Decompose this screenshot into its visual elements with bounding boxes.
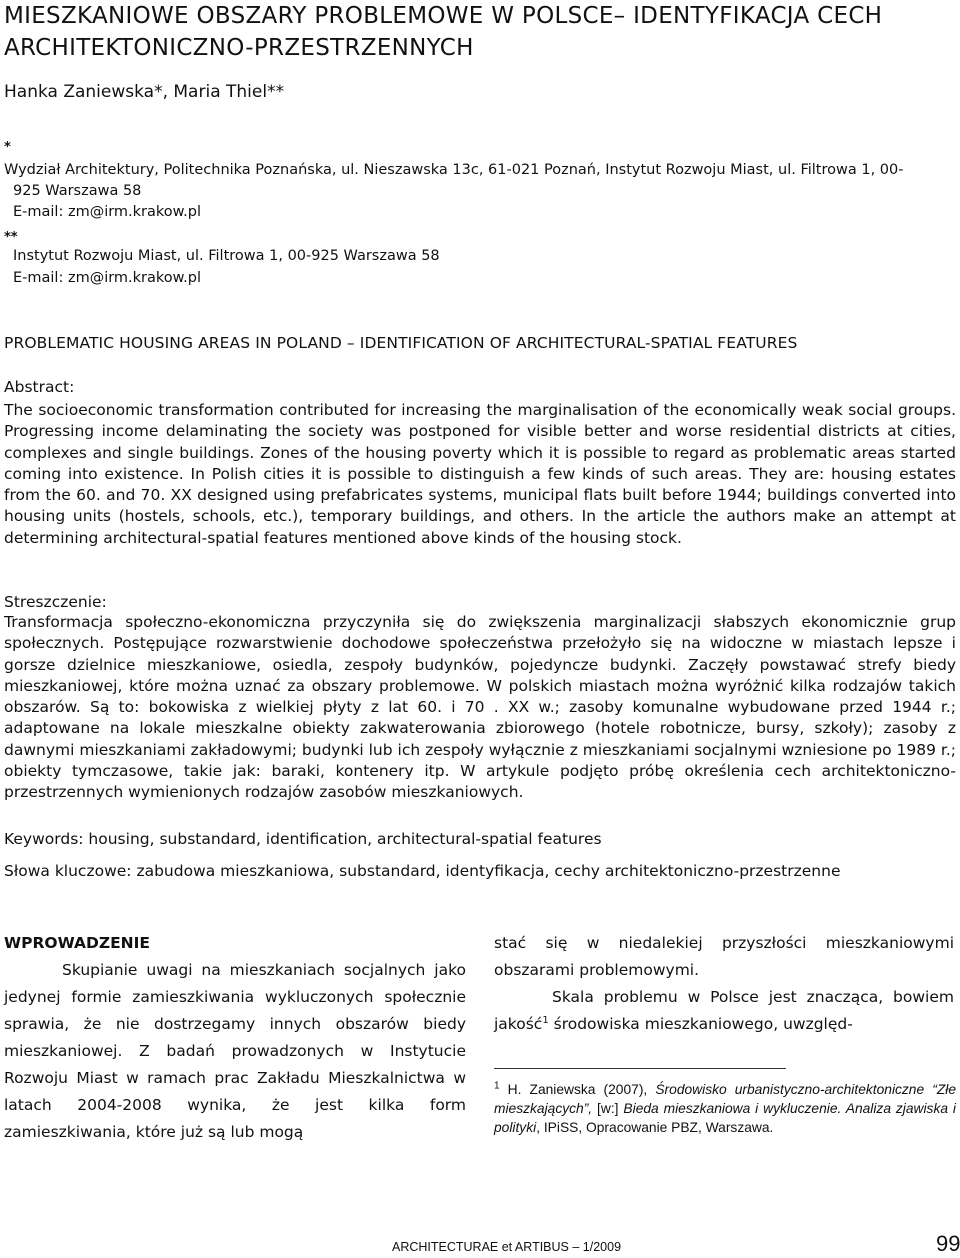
- paper-title-line1: MIESZKANIOWE OBSZARY PROBLEMOWE W POLSCE– IDENTYFIKACJA CECH: [4, 3, 883, 29]
- intro-right-column: [494, 930, 954, 1038]
- affiliation-2-line1: Instytut Rozwoju Miast, ul. Filtrowa 1, 00-925 Warszawa 58: [13, 248, 440, 264]
- journal-footer: ARCHITECTURAE et ARTIBUS – 1/2009: [392, 1240, 622, 1254]
- affiliation-2-email: E-mail: zm@irm.krakow.pl: [13, 270, 202, 286]
- streszczenie-text: Transformacja społeczno-ekonomiczna przyczyniła się do zwiększenia marginalizacji słabszych ekonomicznie grup społecznych. Postępujące rozwarstwienie dochodowe społeczeństwa przełożyło się na widoczne w miastach lepsze i gorsze dzielnice mieszkaniowe, osiedla, zespoły budynków, pojedyncze budynki. Zaczęły powstawać strefy biedy mieszkaniowej, które można uznać za obszary problemowe. W polskich miastach można wyróżnić kilka rodzajów takich obszarów. Są to: bokowiska z wielkiej płyty z lat 60. i 70 . XX w.; zasoby komunalne wybudowane przed 1944 r.; adaptowane na lokale mieszkalne obiekty zakwaterowania zbiorowego (hotele robotnicze, bursy, szkoły); zasoby z dawnymi mieszkaniami zakładowymi; budynki lub ich zespoły wyłącznie z mieszkaniami socjalnymi wzniesione po 1989 r.; obiekty tymczasowe, takie jak: baraki, kontenery itp. W artykule podjęto próbę określenia cech architektoniczno-przestrzennych wymienionych rodzajów zasobów mieszkaniowych.: [4, 613, 956, 802]
- affiliation-mark-2: **: [4, 230, 18, 245]
- abstract-label: Abstract:: [4, 378, 75, 396]
- affiliation-1-line2: 925 Warszawa 58: [13, 183, 142, 199]
- paper-title-line2: ARCHITEKTONICZNO-PRZESTRZENNYCH: [4, 35, 474, 61]
- footnote-mark: 1: [494, 1080, 500, 1092]
- slowa-kluczowe: Słowa kluczowe: zabudowa mieszkaniowa, substandard, identyfikacja, cechy architektoniczno-przestrzenne: [4, 862, 841, 880]
- section-heading-wprowadzenie: WPROWADZENIE: [4, 934, 150, 952]
- footnote-rest: , IPiSS, Opracowanie PBZ, Warszawa.: [536, 1120, 774, 1135]
- streszczenie-label: Streszczenie:: [4, 593, 107, 611]
- intro-right-text-a: Skala problemu w Polsce jest znacząca, bowiem jakość: [494, 988, 954, 1033]
- intro-right-paragraph-1: stać się w niedalekiej przyszłości mieszkaniowymi obszarami problemowymi.: [494, 934, 954, 979]
- intro-right-text-b: środowiska mieszkaniowego, uwzględ-: [548, 1015, 853, 1033]
- affiliation-1-line1: Wydział Architektury, Politechnika Poznańska, ul. Nieszawska 13c, 61-021 Poznań, Instytut Rozwoju Miast, ul. Filtrowa 1, 00-: [4, 162, 904, 178]
- footnote-book: Bieda mieszkaniowa i wykluczenie. Analiza zjawiska i polityki: [494, 1101, 956, 1135]
- affiliation-mark-1: *: [4, 140, 11, 155]
- footnote-ref-1[interactable]: 1: [542, 1014, 549, 1026]
- footnote-1: [494, 1080, 956, 1137]
- footnote-title: Środowisko urbanistyczno-architektoniczne “Złe mieszkających”,: [494, 1082, 956, 1116]
- intro-left-paragraph: Skupianie uwagi na mieszkaniach socjalnych jako jedynej formie zamieszkiwania wykluczonych społecznie sprawia, że nie dostrzegamy innych obszarów biedy mieszkaniowej. Z badań prowadzonych w Instytucie Rozwoju Miast w ramach prac Zakładu Mieszkalnictwa w latach 2004-2008 wynika, że jest kilka form zamieszkiwania, które już są lub mogą: [4, 961, 466, 1141]
- footnote-in: [w:]: [592, 1101, 624, 1116]
- english-title: PROBLEMATIC HOUSING AREAS IN POLAND – IDENTIFICATION OF ARCHITECTURAL-SPATIAL FEATURES: [4, 334, 798, 352]
- affiliation-1-email: E-mail: zm@irm.krakow.pl: [13, 204, 202, 220]
- keywords: Keywords: housing, substandard, identification, architectural-spatial features: [4, 830, 602, 848]
- intro-left-column: [4, 930, 466, 1146]
- authors: Hanka Zaniewska*, Maria Thiel**: [4, 82, 285, 102]
- footnote-author: H. Zaniewska (2007),: [499, 1082, 656, 1097]
- intro-right-paragraph-2: [494, 984, 954, 1038]
- abstract-text: The socioeconomic transformation contributed for increasing the marginalisation of the economically weak social groups. Progressing income delaminating the society was postponed for visible better and worse residential districts at cities, complexes and single buildings. Zones of the housing poverty which it is possible to regard as problematic areas started coming into existence. In Polish cities it is possible to distinguish a few kinds of such areas. They are: housing estates from the 60. and 70. XX designed using prefabricates systems, municipal flats built before 1944; buildings converted into housing units (hostels, schools, etc.), temporary buildings, and others. In the article the authors make an attempt at determining architectural-spatial features mentioned above kinds of the housing stock.: [4, 401, 956, 547]
- page-number: 99: [936, 1231, 960, 1256]
- paper-title: [4, 0, 954, 64]
- footnote-divider: [494, 1068, 786, 1069]
